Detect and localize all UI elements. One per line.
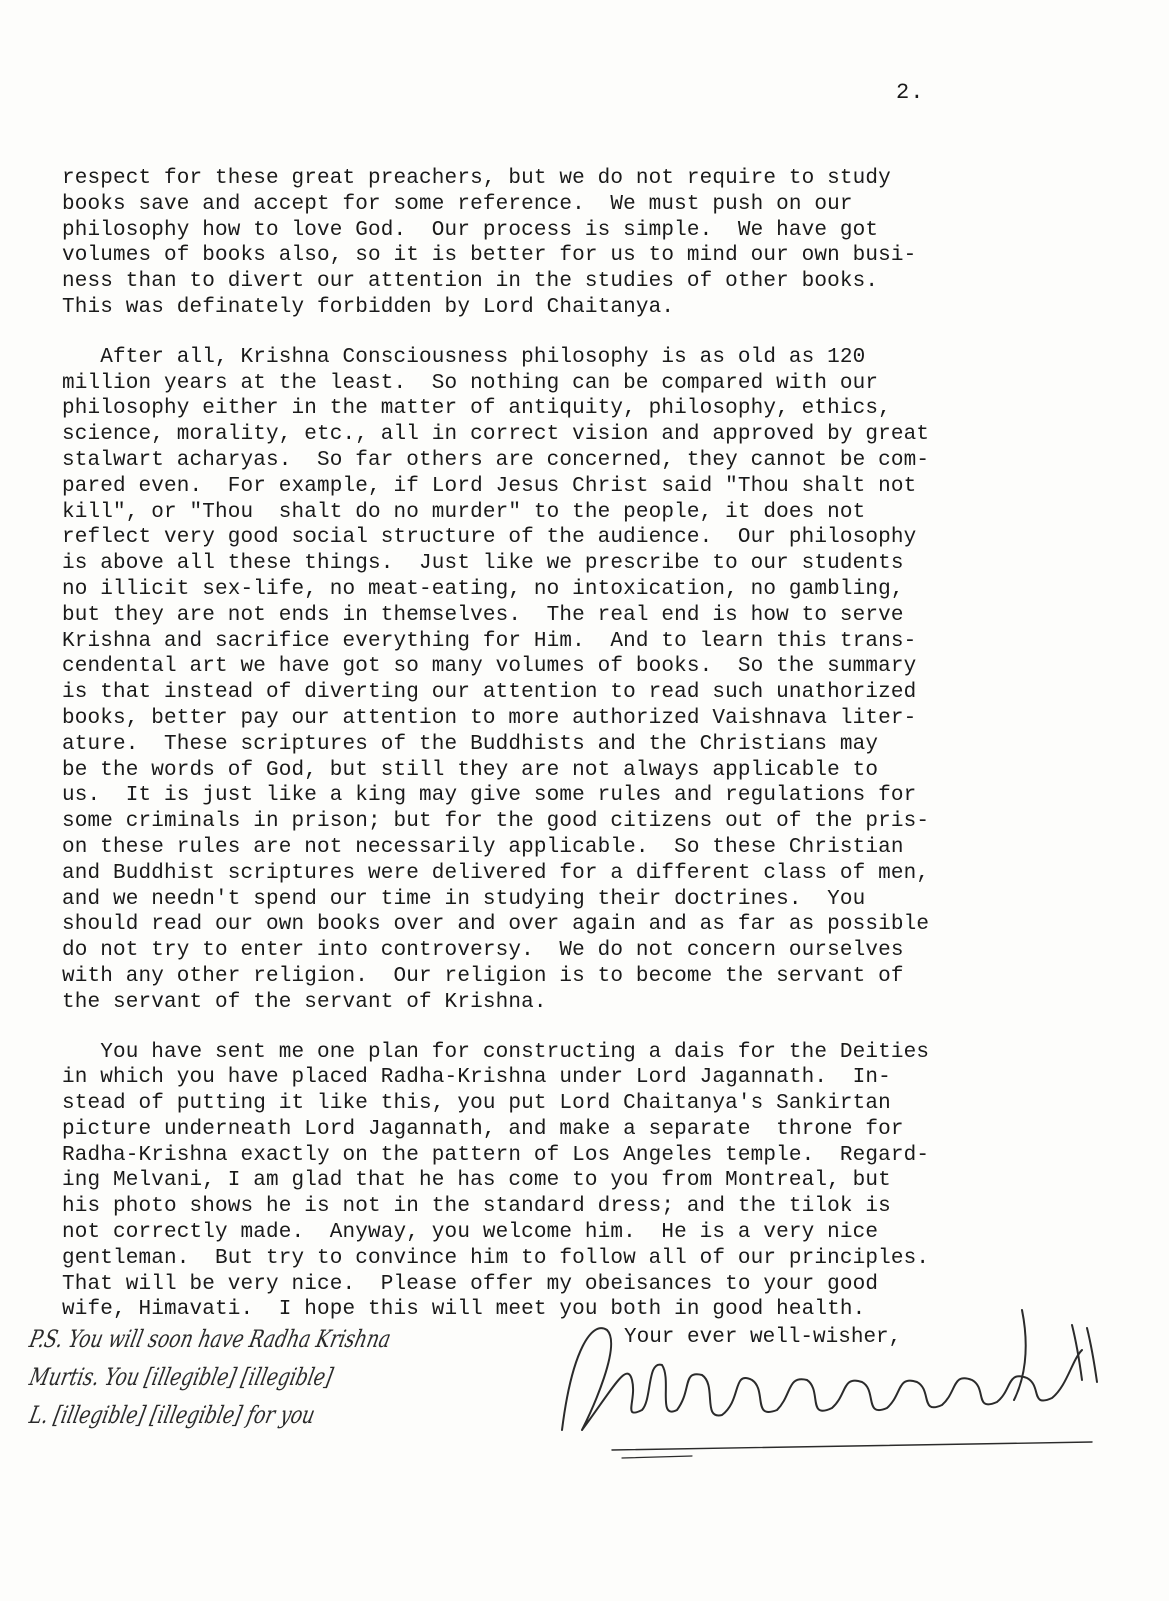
text-line: in which you have placed Radha-Krishna under Lord Jagannath. In-: [62, 1066, 891, 1090]
text-line: and Buddhist scriptures were delivered for a different class of men,: [62, 861, 930, 885]
text-line: ature. These scriptures of the Buddhists and the Christians may: [62, 732, 879, 756]
text-line: on these rules are not necessarily applicable. So these Christian: [62, 835, 904, 859]
text-line: his photo shows he is not in the standard dress; and the tilok is: [62, 1195, 891, 1219]
closing-line: Your ever well-wisher,: [624, 1326, 902, 1349]
text-line: be the words of God, but still they are not always applicable to: [62, 758, 879, 782]
text-line: pared even. For example, if Lord Jesus Christ said "Thou shalt not: [62, 474, 917, 498]
text-line: kill", or "Thou shalt do no murder" to the people, it does not: [62, 500, 866, 524]
text-line: no illicit sex-life, no meat-eating, no intoxication, no gambling,: [62, 577, 904, 601]
text-line: should read our own books over and over again and as far as possible: [62, 913, 930, 937]
text-line: ing Melvani, I am glad that he has come to you from Montreal, but: [62, 1169, 891, 1193]
letter-body: [62, 166, 1122, 1347]
postscript-line: Murtis. You [illegible] [illegible]: [27, 1363, 336, 1391]
text-line: respect for these great preachers, but we do not require to study: [62, 167, 891, 190]
page-number: 2.: [896, 80, 925, 105]
text-line: some criminals in prison; but for the good citizens out of the pris-: [62, 810, 930, 834]
text-line: books, better pay our attention to more authorized Vaishnava liter-: [62, 706, 917, 730]
text-line: philosophy either in the matter of antiquity, philosophy, ethics,: [62, 397, 891, 421]
text-line: This was definately forbidden by Lord Chaitanya.: [62, 295, 675, 319]
text-line: You have sent me one plan for constructing a dais for the Deities: [62, 1040, 930, 1064]
text-line: not correctly made. Anyway, you welcome him. He is a very nice: [62, 1221, 879, 1245]
text-line: stalwart acharyas. So far others are concerned, they cannot be com-: [62, 448, 930, 472]
text-line: picture underneath Lord Jagannath, and make a separate throne for: [62, 1117, 904, 1141]
text-line: with any other religion. Our religion is to become the servant of: [62, 964, 904, 988]
text-line: reflect very good social structure of the audience. Our philosophy: [62, 526, 917, 550]
text-line: ness than to divert our attention in the studies of other books.: [62, 270, 879, 294]
paragraph-3: [62, 1040, 1122, 1324]
postscript-line: P.S. You will soon have Radha Krishna: [27, 1325, 394, 1353]
text-line: and we needn't spend our time in studying their doctrines. You: [62, 887, 866, 911]
text-line: That will be very nice. Please offer my obeisances to your good: [62, 1272, 879, 1296]
text-line: million years at the least. So nothing can be compared with our: [62, 371, 879, 395]
text-line: us. It is just like a king may give some rules and regulations for: [62, 784, 917, 808]
text-line: is that instead of diverting our attention to read such unathorized: [62, 681, 917, 705]
handwritten-postscript: [27, 1320, 470, 1470]
text-line: books save and accept for some reference. We must push on our: [62, 192, 853, 216]
text-line: is above all these things. Just like we prescribe to our students: [62, 552, 904, 576]
text-line: the servant of the servant of Krishna.: [62, 990, 547, 1014]
text-line: Krishna and sacrifice everything for Him. And to learn this trans-: [62, 629, 917, 653]
text-line: wife, Himavati. I hope this will meet you both in good health.: [62, 1298, 866, 1322]
text-line: volumes of books also, so it is better for us to mind our own busi-: [62, 244, 917, 268]
text-line: After all, Krishna Consciousness philosophy is as old as 120: [62, 345, 866, 369]
text-line: gentleman. But try to convince him to follow all of our principles.: [62, 1246, 930, 1270]
text-line: philosophy how to love God. Our process is simple. We have got: [62, 218, 879, 242]
handwritten-signature: [552, 1290, 1112, 1470]
text-line: cendental art we have got so many volumes of books. So the summary: [62, 655, 917, 679]
text-line: Radha-Krishna exactly on the pattern of Los Angeles temple. Regard-: [62, 1143, 930, 1167]
paragraph-2: [62, 345, 1122, 1016]
text-line: stead of putting it like this, you put Lord Chaitanya's Sankirtan: [62, 1092, 891, 1116]
text-line: but they are not ends in themselves. The real end is how to serve: [62, 603, 904, 627]
text-line: science, morality, etc., all in correct vision and approved by great: [62, 423, 930, 447]
postscript-line: L. [illegible] [illegible] for you: [27, 1401, 318, 1429]
text-line: do not try to enter into controversy. We do not concern ourselves: [62, 939, 904, 963]
paragraph-1: [62, 166, 1122, 321]
